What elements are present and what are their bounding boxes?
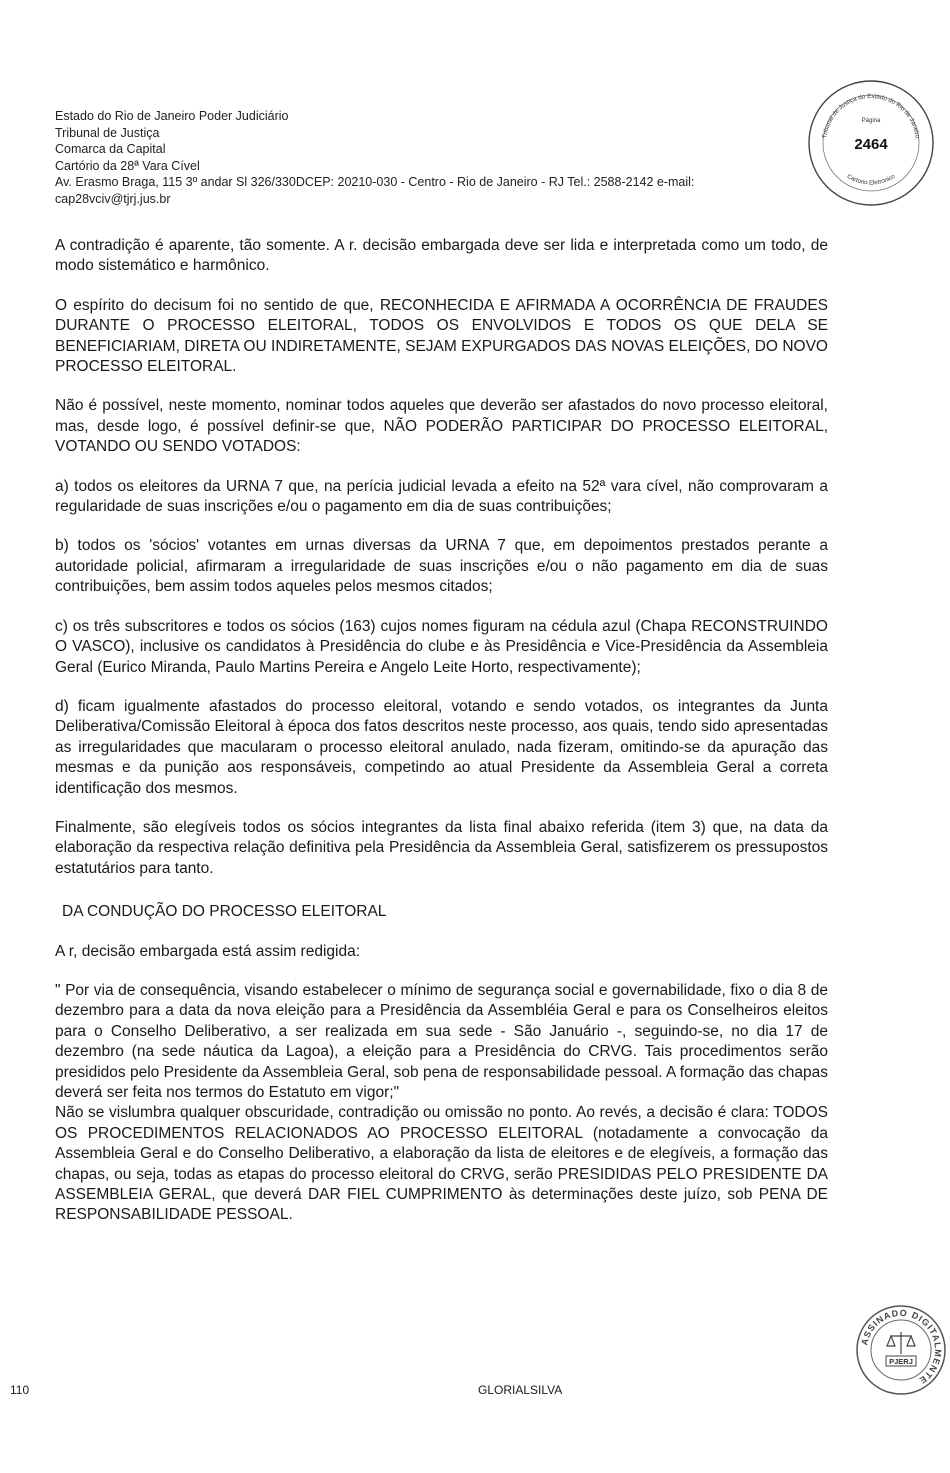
- header-line-court: Tribunal de Justiça: [55, 125, 160, 140]
- seal-icon: [855, 1304, 947, 1396]
- paragraph: A r, decisão embargada está assim redigida:: [55, 942, 361, 960]
- quoted-decision: " Por via de consequência, visando estabelecer o mínimo de segurança social e governabilidade, fixo o dia 8 de dezembro para a data da nova eleição para a Presidência da Assembléia Geral e para os Conselheiros eleitos para o Conselho Deliberativo, a ser realizada em sua sede - São Januário -, seguindo-se, no dia 17 de dezembro (na sede náutica da Lagoa), a eleição para a Presidência do CRVG. Tais procedimentos serão presididos pelo Presidente da Assembleia Geral, sob pena de responsabilidade pessoal. A formação das chapas deverá ser feita nos termos do Estatuto em vigor;": [55, 981, 828, 1101]
- digital-signature-seal: [855, 1304, 947, 1396]
- footer-page-number: 110: [10, 1383, 30, 1397]
- list-item-c: c) os três subscritores e todos os sócios (163) cujos nomes figuram na cédula azul (Chapa RECONSTRUINDO O VASCO), inclusive os candidatos à Presidência do clube e às Presidência e Vice-Presidência da Assembleia Geral (Eurico Miranda, Paulo Martins Pereira e Angelo Leite Horto, respectivamente);: [55, 617, 828, 676]
- paragraph: Não é possível, neste momento, nominar todos aqueles que deverão ser afastados do novo processo eleitoral, mas, desde logo, é possível definir-se que, NÃO PODERÃO PARTICIPAR DO PROCESSO ELEITORAL, VOTANDO OU SENDO VOTADOS:: [55, 397, 828, 456]
- list-item-b: b) todos os 'sócios' votantes em urnas diversas da URNA 7 que, em depoimentos prestados perante a autoridade policial, afirmaram a irregularidade de suas inscrições e/ou o não pagamento em dia de suas contribuições, bem assim todos aqueles pelos mesmos citados;: [55, 537, 828, 596]
- svg-text:Tribunal de Justiça do Estado: [821, 93, 921, 139]
- svg-text:Cartorio Eletronico: [846, 173, 897, 187]
- paragraph: Finalmente, são elegíveis todos os sócios integrantes da lista final abaixo referida (item 3) que, na data da elaboração da respectiva relação definitiva pela Presidência da Assembleia Geral, satisfizerem os pressupostos estatutários para tanto.: [55, 818, 828, 877]
- page-stamp: [806, 78, 936, 208]
- paragraph: A contradição é aparente, tão somente. A r. decisão embargada deve ser lida e interpretada como um todo, de modo sistemático e harmônico.: [55, 237, 828, 275]
- court-header: [55, 108, 800, 207]
- header-line-address: Av. Erasmo Braga, 115 3º andar Sl 326/330DCEP: 20210-030 - Centro - Rio de Janeiro - RJ Tel.: 2588-2142 e-mail:: [55, 175, 695, 189]
- stamp-page-number: 2464: [854, 136, 888, 153]
- footer-user: GLORIALSILVA: [478, 1383, 563, 1397]
- section-heading: DA CONDUÇÃO DO PROCESSO ELEITORAL: [62, 903, 387, 921]
- header-line-state: Estado do Rio de Janeiro Poder Judiciário: [55, 109, 289, 123]
- seal-center-text: PJERJ: [889, 1357, 913, 1366]
- header-line-district: Comarca da Capital: [55, 142, 166, 156]
- stamp-ring-top: Tribunal de Justiça do Estado do Rio de Janeiro: [821, 92, 921, 139]
- list-item-a: a) todos os eleitores da URNA 7 que, na perícia judicial levada a efeito na 52ª vara cível, não comprovaram a regularidade de suas inscrições e/ou o pagamento em dia de suas contribuições;: [55, 477, 828, 516]
- list-item-d: d) ficam igualmente afastados do processo eleitoral, votando e sendo votados, os integrantes da Junta Deliberativa/Comissão Eleitoral à época dos fatos descritos neste processo, aos quais, tendo sido apresentadas as irregularidades que macularam o processo eleitoral anulado, nada fizeram, omitindo-se da apuração das mesmas e da punição aos responsáveis, competindo ao atual Presidente da Assembleia Geral a correta identificação dos mesmos.: [55, 697, 828, 797]
- header-line-registry: Cartório da 28ª Vara Cível: [55, 158, 200, 173]
- header-line-email: cap28vciv@tjrj.jus.br: [55, 191, 171, 206]
- stamp-ring-bottom: Cartorio Eletronico: [845, 172, 897, 187]
- document-body: [55, 236, 828, 1245]
- seal-ring-text: ASSINADO DIGITALMENTE: [859, 1307, 944, 1387]
- paragraph: Não se vislumbra qualquer obscuridade, contradição ou omissão no ponto. Ao revés, a decisão é clara: TODOS OS PROCEDIMENTOS RELACIONADOS AO PROCESSO ELEITORAL (notadamente a convocação da Assembleia Geral e do Conselho Deliberativo, a elaboração da lista de eleitores e de elegíveis, a formação das chapas, ou seja, todas as etapas do processo eleitoral do CRVG, serão PRESIDIDAS PELO PRESIDENTE DA ASSEMBLEIA GERAL, que deverá DAR FIEL CUMPRIMENTO às determinações deste juízo, sob PENA DE RESPONSABILIDADE PESSOAL.: [55, 1104, 828, 1224]
- stamp-page-label: Página: [861, 118, 881, 124]
- paragraph: O espírito do decisum foi no sentido de que, RECONHECIDA E AFIRMADA A OCORRÊNCIA DE FRAUDES DURANTE O PROCESSO ELEITORAL, TODOS OS ENVOLVIDOS E TODOS OS QUE DELA SE BENEFICIARIAM, DIRETA OU INDIRETAMENTE, SEJAM EXPURGADOS DAS NOVAS ELEIÇÕES, DO NOVO PROCESSO ELEITORAL.: [55, 296, 828, 376]
